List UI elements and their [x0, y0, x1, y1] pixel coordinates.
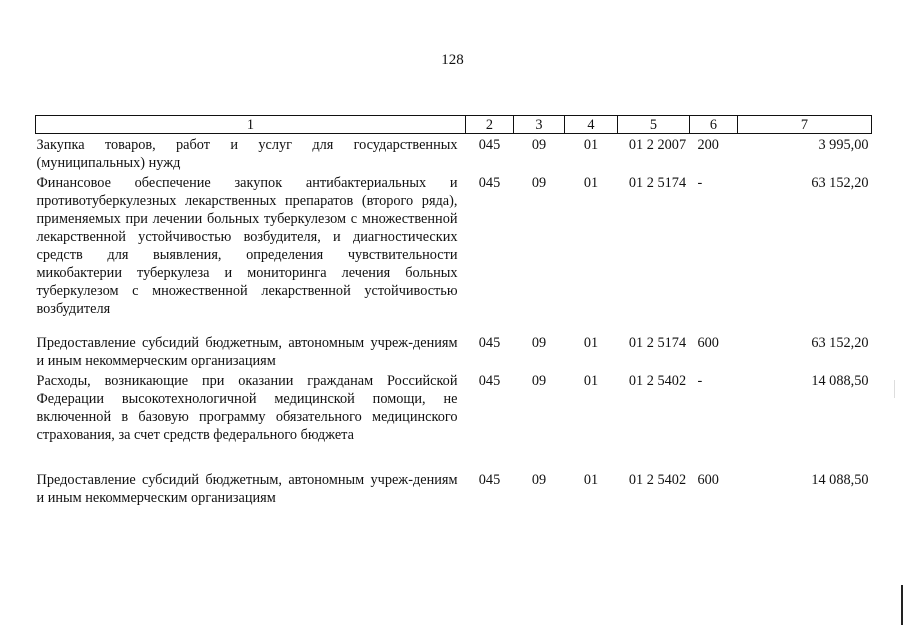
- row-col4: 01: [583, 373, 599, 389]
- table-body: [36, 134, 872, 508]
- row-description: Финансовое обеспечение закупок антибактериальных и противотуберкулезных лекарственных препаратов (второго ряда), применяемых при лечении больных туберкулезом с множественной лекарственной устойчивостью возбудителя, и диагностических средств для выявления, определения чувствительности микобактерии туберкулеза и мониторинга лечения больных туберкулезом с множественной лекарственной устойчивостью возбудителя: [36, 175, 458, 317]
- row-col5: 01 2 5402: [628, 373, 687, 389]
- header-col-2: 2: [466, 116, 514, 134]
- header-col-7: 7: [738, 116, 872, 134]
- row-col2: 045: [478, 335, 501, 351]
- row-col2: 045: [478, 373, 501, 389]
- row-col6: -: [697, 373, 703, 389]
- header-col-3: 3: [514, 116, 565, 134]
- row-col2: 045: [478, 137, 501, 153]
- row-description: Предоставление субсидий бюджетным, автономным учреж-дениям и иным некоммерческим организациям: [36, 335, 458, 369]
- row-col4: 01: [583, 472, 599, 488]
- row-amount: 63 152,20: [811, 175, 869, 191]
- page-number: 128: [441, 52, 464, 68]
- header-col-4: 4: [565, 116, 618, 134]
- row-col6: 600: [697, 335, 719, 351]
- table-row: [36, 318, 872, 370]
- row-col4: 01: [583, 137, 599, 153]
- row-amount: 63 152,20: [811, 335, 869, 351]
- row-amount: 14 088,50: [811, 373, 869, 389]
- table-row: [36, 444, 872, 507]
- row-col4: 01: [583, 335, 599, 351]
- row-col6: 600: [697, 472, 719, 488]
- row-description: Предоставление субсидий бюджетным, автономным учреж-дениям и иным некоммерческим организациям: [36, 472, 458, 506]
- row-col3: 09: [531, 335, 547, 351]
- row-col6: 200: [697, 137, 719, 153]
- table-row: [36, 134, 872, 173]
- row-col5: 01 2 5402: [628, 472, 687, 488]
- table-row: [36, 370, 872, 444]
- row-col2: 045: [478, 472, 501, 488]
- header-col-5: 5: [618, 116, 690, 134]
- row-col5: 01 2 5174: [628, 175, 687, 191]
- row-amount: 3 995,00: [818, 137, 869, 153]
- row-description: Закупка товаров, работ и услуг для государственных (муниципальных) нужд: [36, 137, 458, 171]
- row-col6: -: [697, 175, 703, 191]
- scan-edge-mark: [901, 585, 903, 625]
- row-col4: 01: [583, 175, 599, 191]
- row-col3: 09: [531, 175, 547, 191]
- scan-artifact: [894, 380, 895, 398]
- table-row: [36, 172, 872, 318]
- row-col3: 09: [531, 472, 547, 488]
- header-row: [36, 116, 872, 134]
- budget-table: [35, 115, 872, 507]
- row-col3: 09: [531, 137, 547, 153]
- row-col3: 09: [531, 373, 547, 389]
- table-header: [36, 116, 872, 134]
- header-col-1: 1: [36, 116, 466, 134]
- row-col5: 01 2 5174: [628, 335, 687, 351]
- row-col5: 01 2 2007: [628, 137, 687, 153]
- row-description: Расходы, возникающие при оказании гражданам Российской Федерации высокотехнологичной медицинской помощи, не включенной в базовую программу обязательного медицинского страхования, за счет средств федерального бюджета: [36, 373, 458, 443]
- row-amount: 14 088,50: [811, 472, 869, 488]
- row-col2: 045: [478, 175, 501, 191]
- header-col-6: 6: [690, 116, 738, 134]
